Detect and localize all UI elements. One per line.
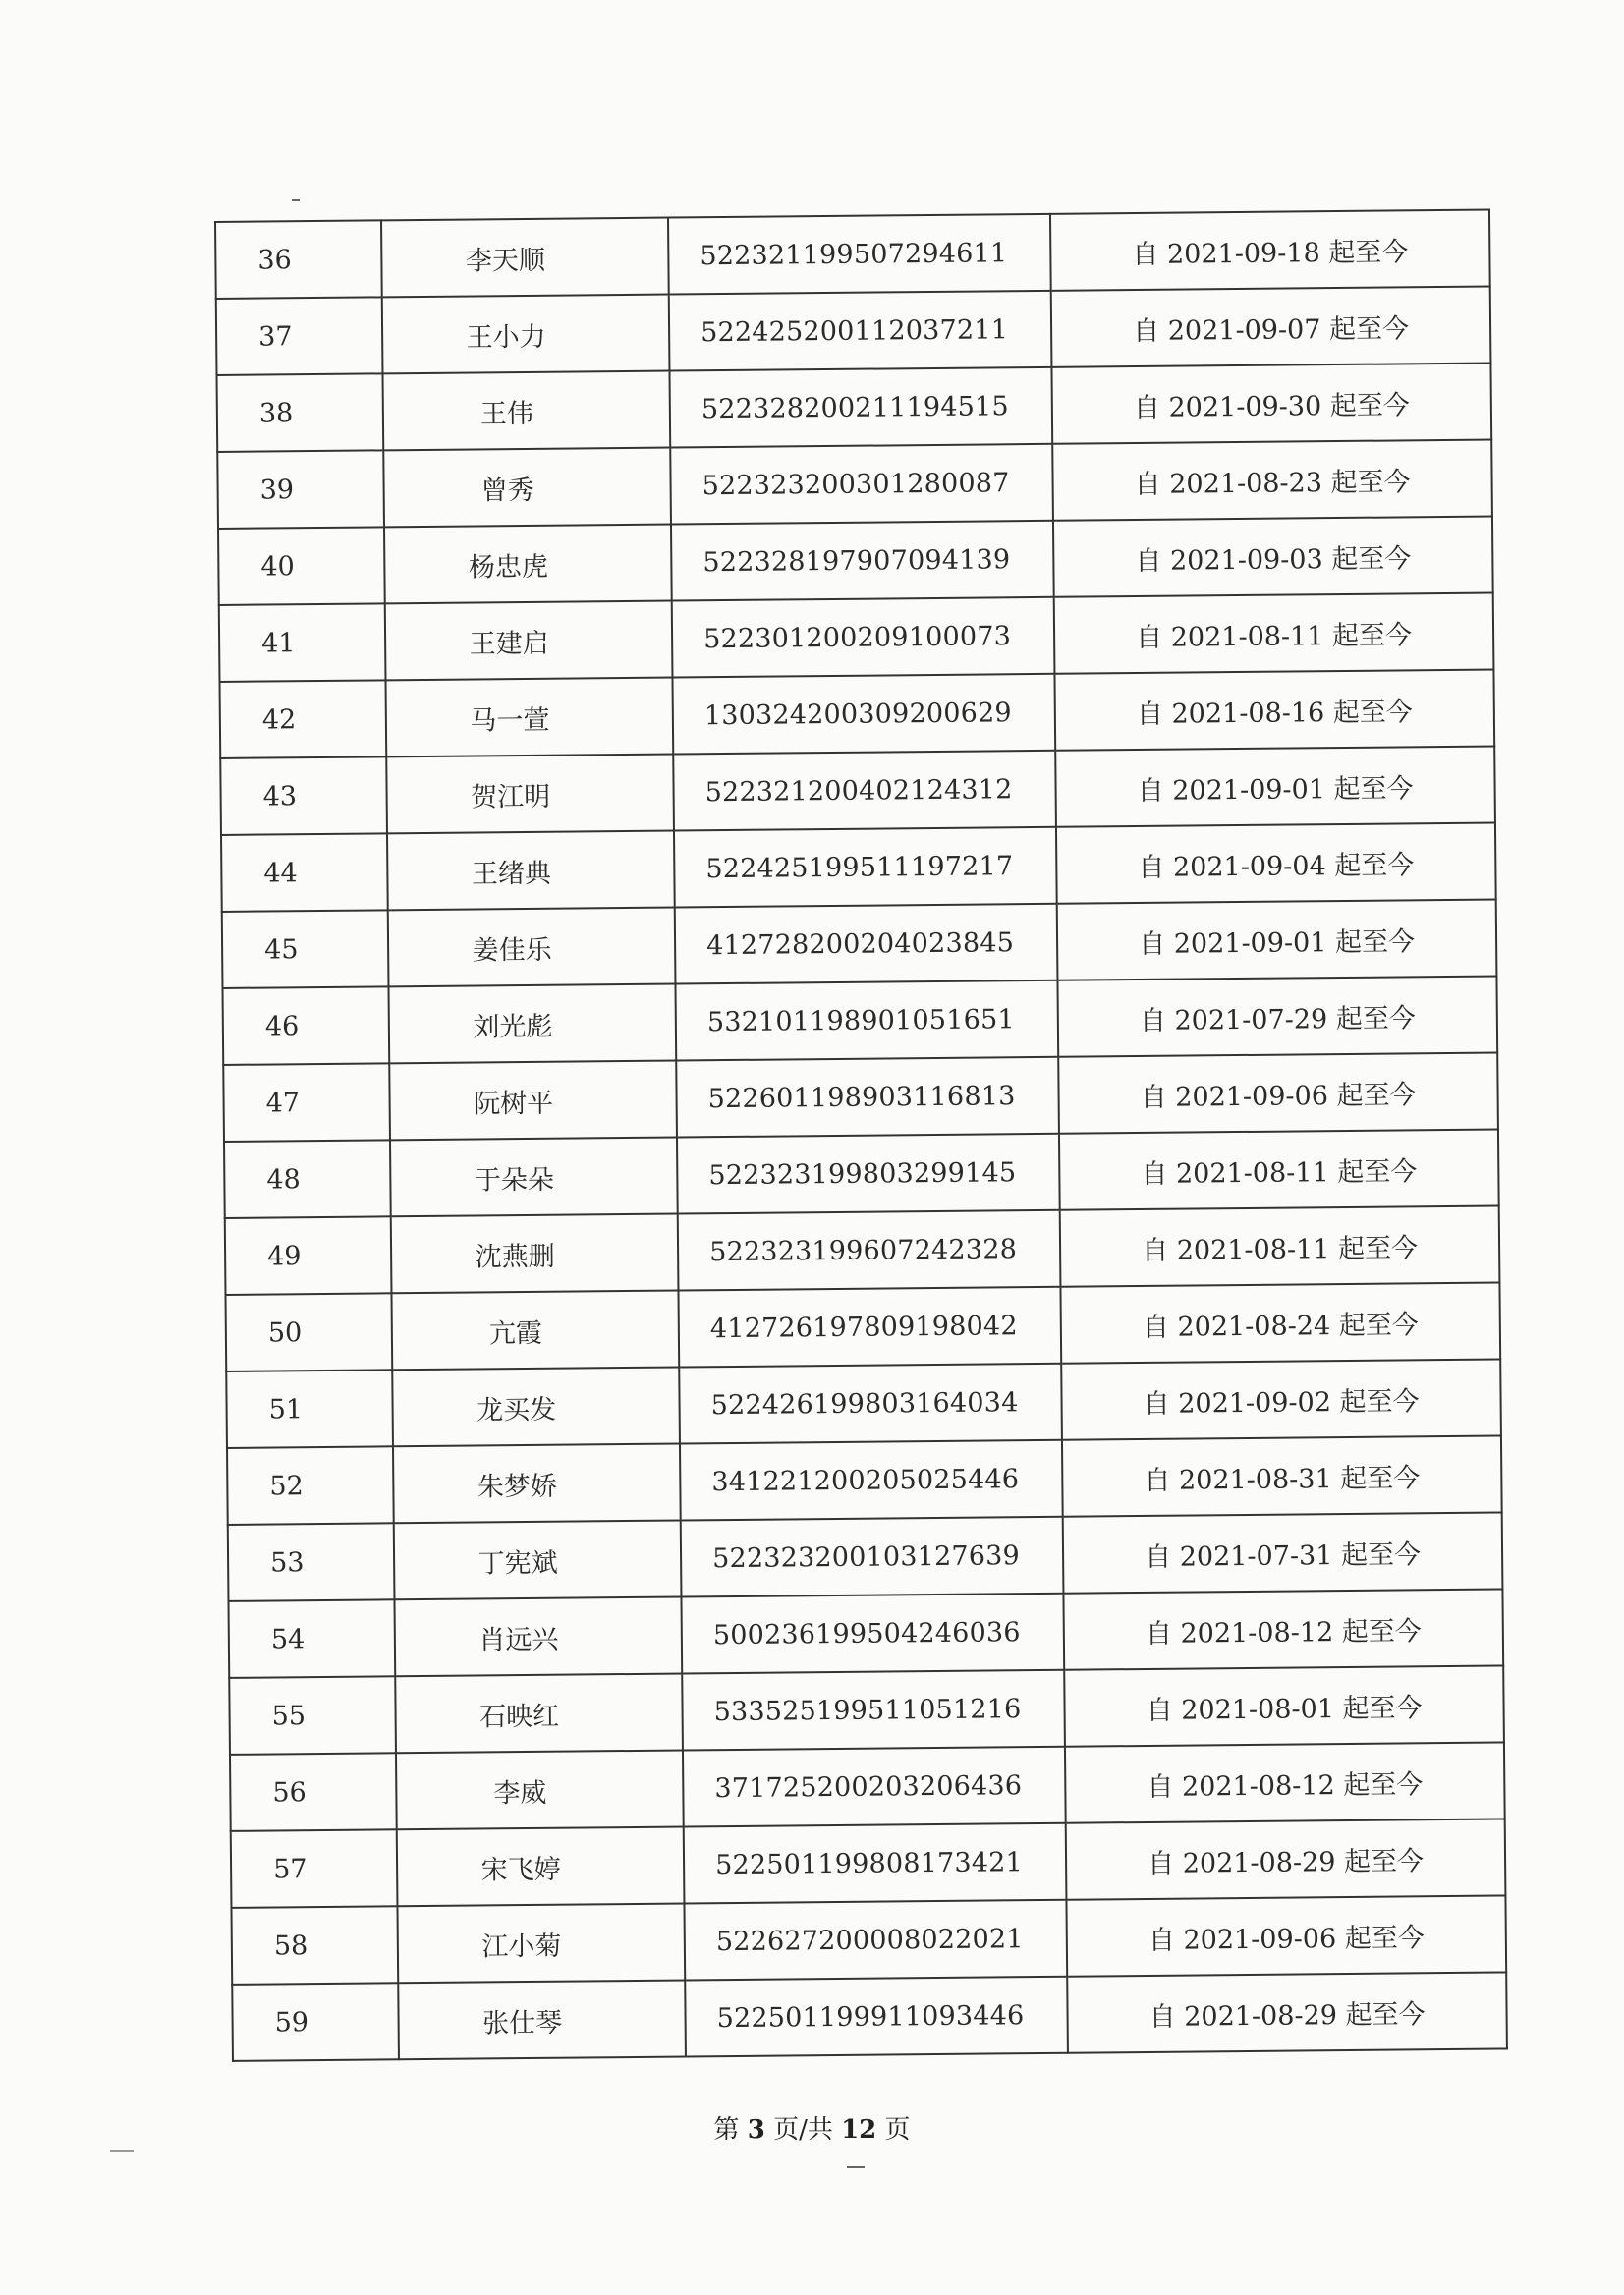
id-number-cell: 522426199803164034	[679, 1364, 1062, 1444]
date-range-cell: 自 2021-08-11 起至今	[1054, 593, 1494, 674]
scan-mark	[847, 2166, 865, 2168]
table-row	[228, 1512, 1503, 1600]
name-cell: 于朵朵	[390, 1138, 678, 1217]
name-cell: 宋飞婷	[397, 1826, 685, 1906]
table-row	[221, 823, 1496, 912]
table-row	[227, 1435, 1502, 1524]
row-number-cell: 41	[219, 603, 386, 682]
id-number-cell: 412728200204023845	[675, 904, 1058, 984]
name-cell: 杨忠虎	[384, 525, 672, 604]
date-range-cell: 自 2021-09-18 起至今	[1050, 210, 1490, 291]
table-row	[217, 440, 1492, 529]
table-row	[229, 1665, 1504, 1754]
date-range-cell: 自 2021-09-07 起至今	[1051, 287, 1491, 367]
table-row	[231, 1895, 1506, 1984]
table-row	[231, 1819, 1506, 1907]
row-number-cell: 38	[217, 373, 384, 452]
table-row	[225, 1282, 1500, 1371]
name-cell: 王小力	[382, 295, 670, 374]
footer-suffix: 页	[884, 2115, 911, 2145]
name-cell: 阮树平	[389, 1061, 677, 1141]
date-range-cell: 自 2021-08-29 起至今	[1067, 1972, 1507, 2052]
id-number-cell: 522328197907094139	[671, 521, 1054, 601]
name-cell: 贺江明	[386, 755, 674, 834]
name-cell: 张仕琴	[398, 1980, 686, 2059]
roster-table-body	[215, 210, 1507, 2061]
date-range-cell: 自 2021-08-11 起至今	[1059, 1129, 1499, 1209]
table-row	[220, 670, 1495, 758]
name-cell: 沈燕删	[391, 1214, 679, 1294]
row-number-cell: 56	[230, 1753, 397, 1831]
name-cell: 王伟	[382, 371, 670, 451]
row-number-cell: 53	[228, 1523, 395, 1601]
name-cell: 曾秀	[383, 448, 671, 528]
id-number-cell: 522601198903116813	[676, 1057, 1059, 1138]
name-cell: 李天顺	[381, 218, 669, 298]
date-range-cell: 自 2021-08-12 起至今	[1063, 1589, 1503, 1669]
table-row	[216, 287, 1491, 375]
footer-prefix: 第	[713, 2115, 740, 2145]
date-range-cell: 自 2021-09-30 起至今	[1051, 364, 1491, 444]
roster-table-container	[214, 210, 1426, 2062]
row-number-cell: 37	[216, 297, 383, 375]
table-row	[222, 977, 1497, 1065]
id-number-cell: 522321200402124312	[673, 751, 1056, 831]
id-number-cell: 412726197809198042	[678, 1287, 1061, 1368]
row-number-cell: 58	[231, 1906, 398, 1985]
table-row	[225, 1205, 1500, 1294]
row-number-cell: 36	[215, 220, 382, 299]
date-range-cell: 自 2021-09-03 起至今	[1053, 517, 1493, 597]
roster-table	[214, 209, 1508, 2062]
table-row	[230, 1742, 1505, 1830]
row-number-cell: 55	[229, 1676, 396, 1755]
date-range-cell: 自 2021-08-12 起至今	[1065, 1742, 1505, 1822]
table-row	[217, 364, 1492, 452]
date-range-cell: 自 2021-08-23 起至今	[1052, 440, 1492, 521]
table-row	[228, 1589, 1503, 1677]
id-number-cell: 522323199803299145	[677, 1134, 1060, 1214]
footer-middle: 页/共	[773, 2115, 833, 2145]
date-range-cell: 自 2021-09-01 起至今	[1057, 900, 1497, 980]
table-row	[224, 1129, 1499, 1217]
name-cell: 石映红	[395, 1673, 683, 1753]
scan-mark	[110, 2150, 134, 2152]
date-range-cell: 自 2021-08-01 起至今	[1064, 1665, 1504, 1746]
row-number-cell: 47	[223, 1063, 390, 1142]
row-number-cell: 44	[221, 833, 388, 912]
table-row	[215, 210, 1490, 299]
id-number-cell: 130324200309200629	[672, 674, 1055, 755]
date-range-cell: 自 2021-08-31 起至今	[1062, 1435, 1502, 1516]
name-cell: 朱梦娇	[393, 1444, 681, 1524]
id-number-cell: 371725200203206436	[683, 1747, 1066, 1827]
row-number-cell: 48	[224, 1140, 391, 1218]
name-cell: 姜佳乐	[388, 908, 676, 987]
id-number-cell: 522425199511197217	[674, 827, 1057, 908]
table-row	[223, 1053, 1498, 1142]
row-number-cell: 54	[228, 1599, 395, 1678]
name-cell: 亢霞	[391, 1291, 679, 1371]
date-range-cell: 自 2021-09-04 起至今	[1056, 823, 1496, 904]
name-cell: 马一萱	[385, 678, 673, 757]
id-number-cell: 522501199808173421	[684, 1823, 1067, 1904]
id-number-cell: 522321199507294611	[668, 214, 1051, 295]
id-number-cell: 522323199607242328	[678, 1210, 1061, 1291]
date-range-cell: 自 2021-08-29 起至今	[1066, 1819, 1506, 1899]
name-cell: 江小菊	[397, 1903, 685, 1983]
total-pages-number: 12	[841, 2115, 877, 2145]
row-number-cell: 59	[232, 1983, 399, 2061]
name-cell: 王建启	[385, 601, 673, 681]
current-page-number: 3	[747, 2115, 765, 2145]
table-row	[219, 593, 1494, 682]
id-number-cell: 522323200301280087	[670, 444, 1053, 525]
id-number-cell: 533525199511051216	[682, 1670, 1065, 1751]
name-cell: 刘光彪	[388, 984, 676, 1064]
row-number-cell: 51	[226, 1370, 393, 1448]
row-number-cell: 45	[222, 910, 389, 988]
id-number-cell: 500236199504246036	[681, 1594, 1064, 1674]
scan-mark	[292, 199, 300, 201]
row-number-cell: 43	[220, 756, 387, 835]
row-number-cell: 42	[220, 680, 387, 758]
date-range-cell: 自 2021-07-31 起至今	[1063, 1512, 1503, 1593]
id-number-cell: 522501199911093446	[685, 1977, 1068, 2057]
id-number-cell: 522425200112037211	[669, 291, 1052, 371]
table-row	[232, 1972, 1507, 2060]
date-range-cell: 自 2021-08-16 起至今	[1054, 670, 1494, 751]
row-number-cell: 52	[227, 1446, 394, 1525]
row-number-cell: 40	[218, 527, 385, 605]
id-number-cell: 522627200008022021	[684, 1900, 1067, 1981]
row-number-cell: 57	[231, 1829, 398, 1908]
name-cell: 肖远兴	[394, 1597, 682, 1677]
table-row	[220, 747, 1495, 835]
date-range-cell: 自 2021-08-11 起至今	[1060, 1205, 1500, 1286]
row-number-cell: 50	[225, 1293, 392, 1371]
date-range-cell: 自 2021-09-01 起至今	[1055, 747, 1495, 827]
id-number-cell: 522323200103127639	[681, 1517, 1064, 1597]
name-cell: 龙买发	[392, 1368, 680, 1447]
table-row	[218, 517, 1493, 605]
id-number-cell: 341221200205025446	[680, 1440, 1063, 1521]
date-range-cell: 自 2021-07-29 起至今	[1057, 977, 1497, 1057]
id-number-cell: 532101198901051651	[675, 980, 1058, 1061]
date-range-cell: 自 2021-09-06 起至今	[1066, 1895, 1506, 1976]
table-row	[226, 1359, 1501, 1447]
name-cell: 丁宪斌	[394, 1521, 682, 1600]
id-number-cell: 522328200211194515	[669, 367, 1052, 448]
table-row	[222, 900, 1497, 988]
page-footer	[0, 2109, 1624, 2146]
row-number-cell: 49	[225, 1216, 392, 1295]
date-range-cell: 自 2021-09-02 起至今	[1061, 1359, 1501, 1439]
name-cell: 王绪典	[387, 831, 675, 911]
id-number-cell: 522301200209100073	[672, 597, 1055, 678]
row-number-cell: 39	[217, 450, 384, 529]
date-range-cell: 自 2021-08-24 起至今	[1060, 1282, 1500, 1363]
date-range-cell: 自 2021-09-06 起至今	[1058, 1053, 1498, 1134]
row-number-cell: 46	[222, 986, 389, 1065]
name-cell: 李威	[396, 1750, 684, 1829]
